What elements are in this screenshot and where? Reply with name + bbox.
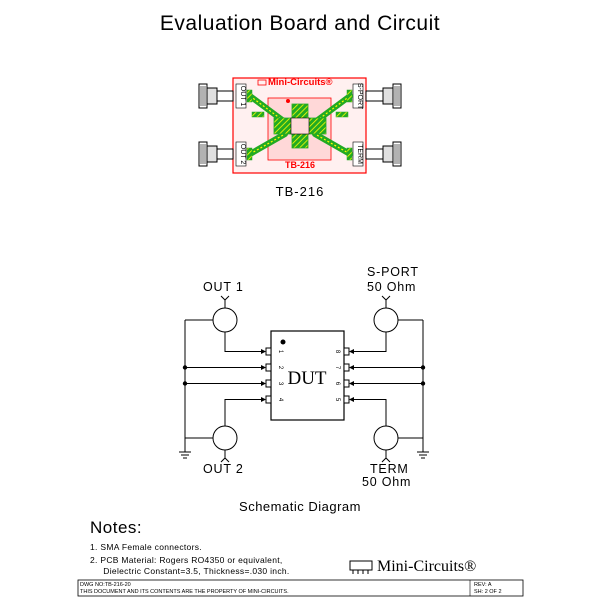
pin-number: 6 <box>334 381 340 386</box>
pcb-port-out1: OUT 1 <box>239 85 246 107</box>
sma-connector-sport <box>366 84 401 108</box>
notes-heading: Notes: <box>90 518 143 537</box>
note-item: Dielectric Constant=3.5, Thickness=.030 inch. <box>90 566 290 576</box>
brand-chip-icon <box>350 561 372 574</box>
revision: REV: A <box>474 582 492 588</box>
wire-sport <box>354 336 386 352</box>
label-sport-impedance: 50 Ohm <box>367 280 417 294</box>
pin-number: 8 <box>334 349 340 354</box>
pin-number: 7 <box>334 365 340 370</box>
pin-number: 1 <box>277 349 283 354</box>
wire-term <box>354 400 386 421</box>
schematic-caption: Schematic Diagram <box>239 499 361 514</box>
ground-symbol-left <box>179 452 191 458</box>
pin-number: 2 <box>277 365 283 370</box>
pcb-board-text: TB-216 <box>284 160 316 170</box>
pin-number: 4 <box>277 397 283 402</box>
dut-left-pins <box>266 348 271 403</box>
connector-symbol-sport <box>374 296 398 332</box>
brand-logo: Mini-Circuits® <box>377 558 477 575</box>
label-term: TERM <box>370 462 409 476</box>
property-notice: THIS DOCUMENT AND ITS CONTENTS ARE THE PROPERTY OF MINI-CIRCUITS. <box>80 589 289 595</box>
label-sport: S-PORT <box>367 265 419 279</box>
pin-number: 3 <box>277 381 283 386</box>
sma-connector-out2 <box>199 142 233 166</box>
wire-out2 <box>225 400 261 421</box>
connector-symbol-term <box>374 426 398 462</box>
pcb-logo: Mini-Circuits® <box>268 77 333 88</box>
sma-connector-term <box>366 142 401 166</box>
dut-footprint <box>291 118 309 134</box>
sma-connector-out1 <box>199 84 233 108</box>
drawing-number: DWG NO:TB-216-20 <box>80 582 131 588</box>
board-label: TB-216 <box>275 184 325 199</box>
evaluation-board <box>199 77 401 173</box>
dut-right-pins <box>344 348 349 403</box>
label-out1: OUT 1 <box>203 280 244 294</box>
label-term-impedance: 50 Ohm <box>362 475 412 489</box>
note-item: 1. SMA Female connectors. <box>90 542 202 552</box>
page-title: Evaluation Board and Circuit <box>159 12 441 35</box>
pcb-port-out2: OUT 2 <box>239 143 246 165</box>
connector-symbol-out1 <box>212 296 237 332</box>
ground-symbol-right <box>417 452 429 458</box>
note-item: 2. PCB Material: Rogers RO4350 or equivalent, <box>90 555 283 565</box>
connector-symbol-out2 <box>213 426 237 462</box>
pcb-port-sport: S-PORT <box>356 82 363 110</box>
pcb-port-term: TERM <box>356 144 363 164</box>
wire-out1 <box>225 334 261 352</box>
sheet-number: SH: 2 OF 2 <box>474 589 502 595</box>
label-out2: OUT 2 <box>203 462 244 476</box>
pin-number: 5 <box>334 397 340 402</box>
dut-label: DUT <box>287 368 327 389</box>
